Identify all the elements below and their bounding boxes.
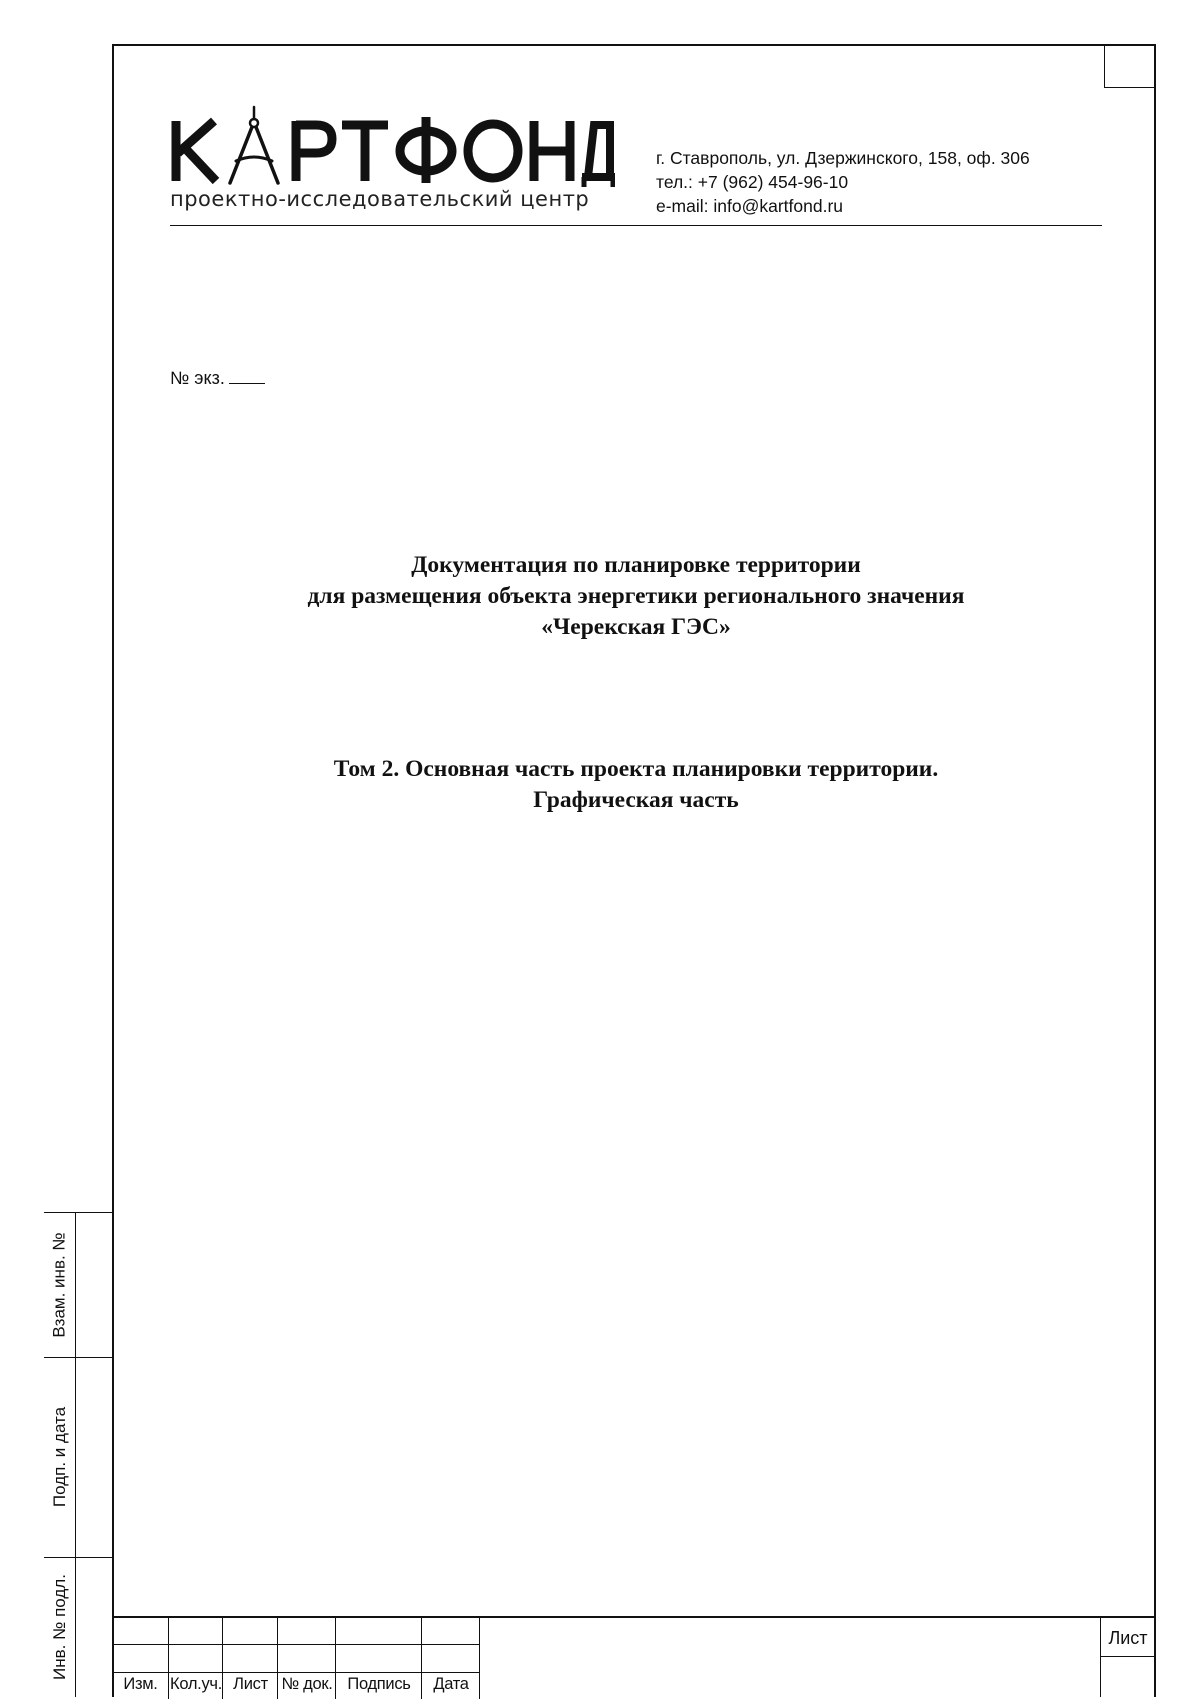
sheet-number-label: Лист bbox=[1108, 1628, 1148, 1648]
company-phone: тел.: +7 (962) 454-96-10 bbox=[656, 172, 849, 192]
volume-title-line-1: Том 2. Основная часть проекта планировки территории. bbox=[333, 756, 939, 782]
company-email: e-mail: info@kartfond.ru bbox=[656, 196, 844, 216]
header-divider bbox=[170, 225, 1102, 226]
volume-title bbox=[170, 754, 1102, 816]
stamp-header-date: Дата bbox=[433, 1675, 469, 1693]
side-stamp-signature-date: Подп. и дата bbox=[50, 1406, 70, 1508]
copy-number-label: № экз. bbox=[170, 368, 225, 388]
stamp-header-count: Кол.уч. bbox=[170, 1675, 222, 1693]
copy-number bbox=[170, 368, 265, 389]
sheet-number-divider bbox=[1100, 1656, 1156, 1657]
company-logo bbox=[170, 105, 615, 211]
page-frame bbox=[112, 44, 1156, 1697]
stamp-header-docno: № док. bbox=[281, 1675, 333, 1693]
logo-subtitle: проектно-исследовательский центр bbox=[170, 187, 590, 211]
volume-title-line-2: Графическая часть bbox=[533, 787, 739, 813]
document-title-line-2: для размещения объекта энергетики регионального значения bbox=[307, 583, 965, 609]
title-block-stamp bbox=[112, 1616, 1156, 1697]
corner-stamp-box bbox=[1104, 44, 1156, 88]
document-title-line-1: Документация по планировке территории bbox=[411, 552, 861, 578]
stamp-header-sheet: Лист bbox=[233, 1675, 268, 1693]
side-stamp-replacement-inv: Взам. инв. № bbox=[50, 1231, 70, 1338]
stamp-header-change: Изм. bbox=[123, 1675, 158, 1693]
side-stamp-original-inv: Инв. № подл. bbox=[50, 1574, 69, 1680]
document-title bbox=[170, 550, 1102, 643]
stamp-header-signature: Подпись bbox=[347, 1675, 411, 1693]
document-title-line-3: «Черекская ГЭС» bbox=[541, 614, 731, 640]
company-contacts bbox=[656, 146, 1030, 218]
company-address: г. Ставрополь, ул. Дзержинского, 158, оф. 306 bbox=[656, 148, 1030, 168]
copy-number-blank bbox=[229, 369, 265, 384]
compass-icon bbox=[170, 105, 615, 187]
